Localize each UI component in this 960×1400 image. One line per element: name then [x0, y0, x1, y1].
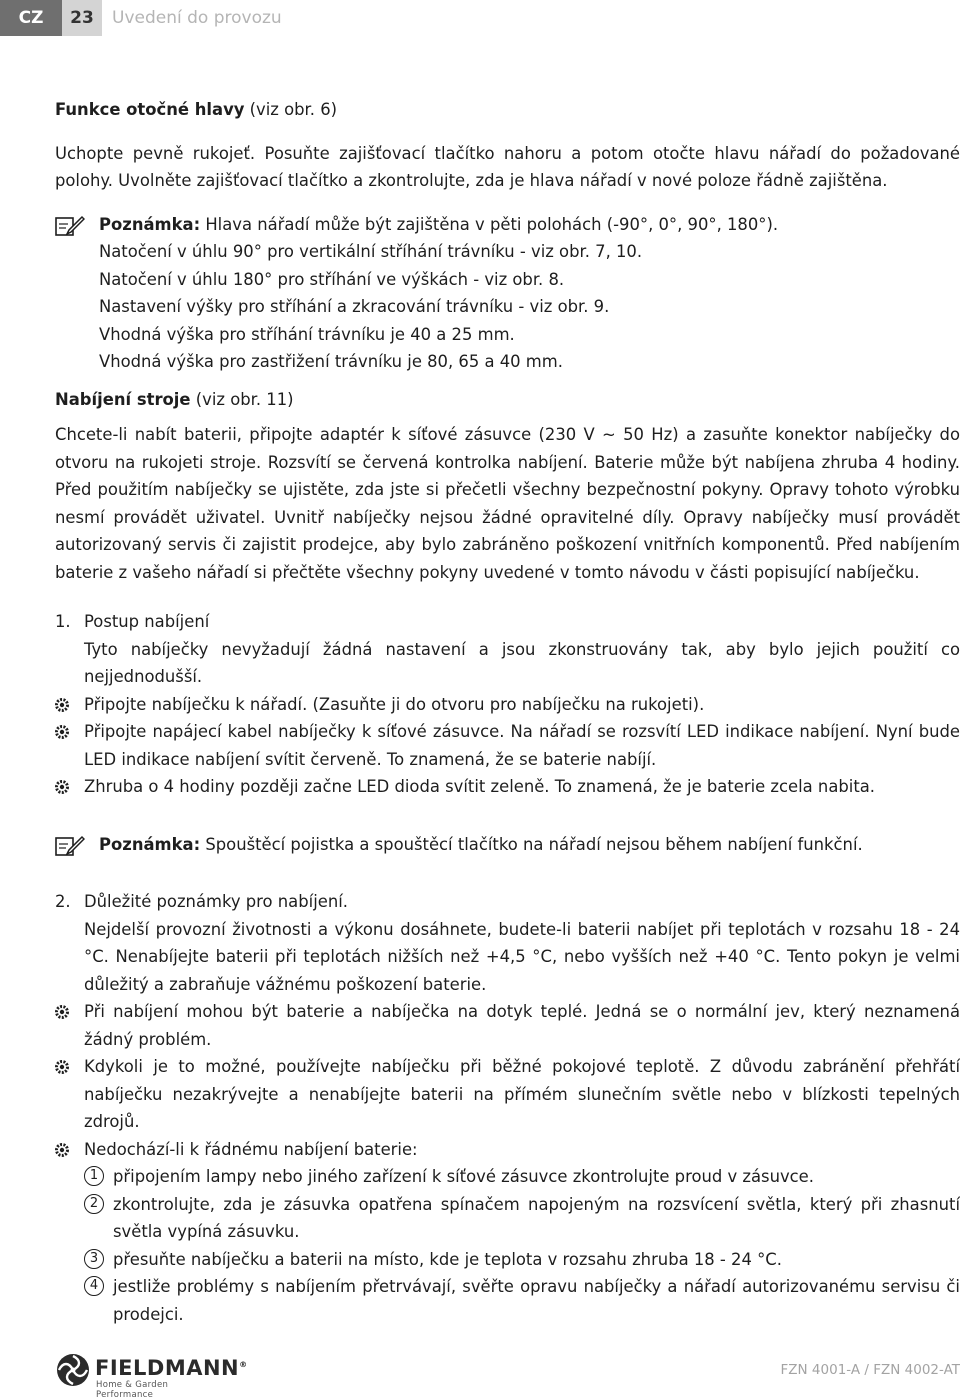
gear-bullet-icon	[55, 725, 69, 739]
item-number: 2.	[55, 892, 71, 911]
model-number: FZN 4001-A / FZN 4002-AT	[780, 1362, 960, 1378]
gear-bullet-icon	[55, 780, 69, 794]
note-head-positions	[55, 211, 960, 376]
step-number-circle: 3	[84, 1249, 104, 1269]
gear-bullet-icon	[55, 698, 69, 712]
page-number: 23	[62, 0, 102, 36]
numbered-step: 1 připojením lampy nebo jiného zařízení k síťové zásuvce zkontrolujte proud v zásuvce.	[55, 1163, 960, 1191]
gear-bullet-icon	[55, 1060, 69, 1074]
paragraph-rotating-head: Uchopte pevně rukojeť. Posuňte zajišťovací tlačítko nahoru a potom otočte hlavu nářadí do požadované polohy. Uvolněte zajišťovací tlačítko a zkontrolujte, zda je hlava nářadí v nové poloze řádně zajištěna.	[55, 143, 960, 190]
numbered-step: 4 jestliže problémy s nabíjením přetrvávají, svěřte opravu nabíječky a nářadí autorizovanému servisu či prodejci.	[55, 1273, 960, 1328]
note-line: Vhodná výška pro stříhání trávníku je 40 a 25 mm.	[99, 324, 515, 344]
note-line: Vhodná výška pro zastřižení trávníku je 80, 65 a 40 mm.	[99, 352, 563, 371]
bullet-item: Při nabíjení mohou být baterie a nabíječka na dotyk teplé. Jedná se o normální jev, který neznamená žádný problém.	[55, 998, 960, 1053]
heading-ref: (viz obr. 11)	[190, 389, 294, 409]
step-number-circle: 2	[84, 1194, 104, 1214]
item-title: Důležité poznámky pro nabíjení.	[84, 892, 348, 911]
note-pencil-icon	[55, 835, 85, 857]
main-content	[55, 96, 960, 1328]
note-line: Nastavení výšky pro stříhání a zkracování trávníku - viz obr. 9.	[99, 297, 610, 316]
numbered-step: 3 přesuňte nabíječku a baterii na místo, kde je teplota v rozsahu zhruba 18 - 24 °C.	[55, 1246, 960, 1274]
item-paragraph: Nejdelší provozní životnosti a výkonu dosáhnete, budete-li baterii nabíjet při teplotách v rozsahu 18 - 24 °C. Nenabíjejte baterii při teplotách nižších než +4,5 °C, nebo vyšších než +40 °C. Tento pokyn je velmi důležitý a zabraňuje vážnému poškození baterie.	[84, 919, 960, 994]
list-item-important-notes	[55, 888, 960, 916]
gear-bullet-icon	[55, 1143, 69, 1157]
note-trigger-lock	[55, 831, 960, 859]
heading-ref: (viz obr. 6)	[244, 100, 338, 119]
bullet-item: Připojte napájecí kabel nabíječky k síťové zásuvce. Na nářadí se rozsvítí LED indikace nabíjení. Nyní bude LED indikace nabíjení svítit červeně. To znamená, že se baterie nabíjí.	[55, 718, 960, 773]
page-header	[0, 0, 960, 36]
paragraph-charging: Chcete-li nabít baterii, připojte adaptér k síťové zásuvce (230 V ~ 50 Hz) a zasuňte konektor nabíječky do otvoru na rukojeti stroje. Rozsvítí se červená kontrolka nabíjení. Baterie může být nabíjena zhruba 4 hodiny. Před použitím nabíječky se ujistěte, zda jste si přečetli všechny bezpečnostní pokyny. Opravy tohoto výrobku nesmí provádět uživatel. Uvnitř nabíječky nejsou žádné opravitelné díly. Opravy nabíječky musí provádět autorizovaný servis či zajistit prodejce, aby bylo zabráněno poškození vnitřních komponentů. Před nabíjením baterie z vašeho nářadí si přečtěte všechny pokyny uvedené v tomto návodu v části popisující nabíječku.	[55, 425, 960, 582]
list-item-charging-procedure	[55, 608, 960, 636]
step-number-circle: 1	[84, 1166, 104, 1186]
note-line: Natočení v úhlu 90° pro vertikální stříhání trávníku - viz obr. 7, 10.	[99, 242, 643, 261]
section-title: Uvedení do provozu	[112, 8, 282, 28]
gear-bullet-icon	[55, 1005, 69, 1019]
numbered-step: 2 zkontrolujte, zda je zásuvka opatřena spínačem napojeným na rozsvícení světla, který při zhasnutí světla vypíná zásuvku.	[55, 1191, 960, 1246]
brand-logo	[55, 1352, 248, 1400]
heading-rotating-head	[55, 96, 960, 124]
heading-charging	[55, 386, 960, 414]
bullet-item: Zhruba o 4 hodiny později začne LED dioda svítit zeleně. To znamená, že je baterie zcela nabita.	[55, 773, 960, 801]
brand-tagline: Home & Garden Performance	[96, 1380, 169, 1400]
step-number-circle: 4	[84, 1276, 104, 1296]
note-label: Poznámka:	[99, 834, 201, 854]
note-line: Poznámka: Hlava nářadí může být zajištěna v pěti polohách (-90°, 0°, 90°, 180°).	[99, 214, 779, 234]
note-text: Spouštěcí pojistka a spouštěcí tlačítko na nářadí nejsou během nabíjení funkční.	[205, 834, 863, 854]
bullet-item: Připojte nabíječku k nářadí. (Zasuňte ji do otvoru pro nabíječku na rukojeti).	[55, 691, 960, 719]
note-label: Poznámka:	[99, 214, 201, 234]
item-title: Postup nabíjení	[84, 612, 210, 631]
brand-name: FIELDMANN®	[95, 1356, 248, 1380]
item-paragraph: Tyto nabíječky nevyžadují žádná nastavení a jsou zkonstruovány tak, aby bylo jejich použití co nejjednodušší.	[84, 639, 960, 686]
item-number: 1.	[55, 612, 71, 631]
fieldmann-swirl-logo	[55, 1352, 91, 1388]
heading-text: Funkce otočné hlavy	[55, 100, 245, 119]
note-pencil-icon	[55, 215, 85, 237]
note-line: Natočení v úhlu 180° pro stříhání ve výškách - viz obr. 8.	[99, 269, 565, 289]
bullet-item: Kdykoli je to možné, používejte nabíječku při běžné pokojové teplotě. Z důvodu zabránění přehřátí nabíječku nezakrývejte a nenabíjejte baterii na přímém slunečním světle nebo v blízkosti tepelných zdrojů.	[55, 1053, 960, 1136]
bullet-item: Nedochází-li k řádnému nabíjení baterie:	[55, 1136, 960, 1164]
heading-text: Nabíjení stroje	[55, 389, 191, 409]
language-badge: CZ	[0, 0, 62, 36]
